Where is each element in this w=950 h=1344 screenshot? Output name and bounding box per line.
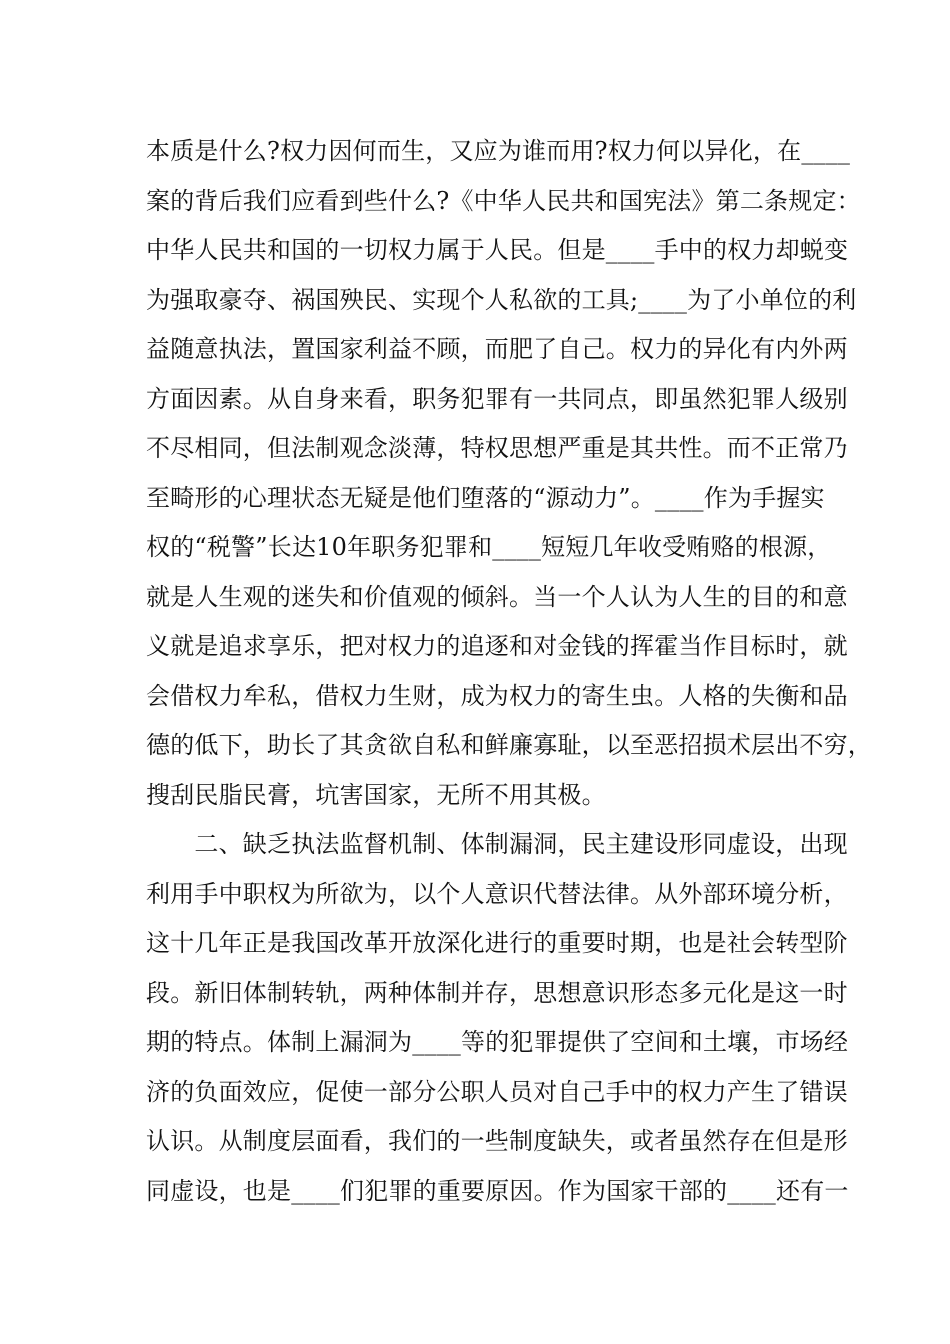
text-line: 济的负面效应，促使一部分公职人员对自己手中的权力产生了错误: [146, 1077, 848, 1106]
text-line: 案的背后我们应看到些什么?《中华人民共和国宪法》第二条规定：: [146, 186, 861, 215]
text-line: 中华人民共和国的一切权力属于人民。但是____手中的权力却蜕变: [146, 236, 849, 264]
text-line: 会借权力牟私，借权力生财，成为权力的寄生虫。人格的失衡和品: [146, 681, 848, 710]
body-text: [146, 127, 872, 1216]
text-line: 方面因素。从自身来看，职务犯罪有一共同点，即虽然犯罪人级别: [146, 384, 848, 413]
text-line: 同虚设，也是____们犯罪的重要原因。作为国家干部的____还有一: [146, 1176, 849, 1205]
text-line: 义就是追求享乐，把对权力的追逐和对金钱的挥霍当作目标时，就: [146, 632, 848, 660]
text-line: 德的低下，助长了其贪欲自私和鲜廉寡耻，以至恶招损术层出不穷，: [146, 731, 872, 759]
text-line: 利用手中职权为所欲为，以个人意识代替法律。从外部环境分析，: [146, 879, 848, 908]
text-line: 这十几年正是我国改革开放深化进行的重要时期，也是社会转型阶: [146, 929, 848, 957]
text-line: 为强取豪夺、祸国殃民、实现个人私欲的工具;____为了小单位的利: [146, 285, 857, 314]
text-line: 二、缺乏执法监督机制、体制漏洞，民主建设形同虚设，出现: [146, 830, 848, 858]
text-line: 段。新旧体制转轨，两种体制并存，思想意识形态多元化是这一时: [146, 978, 848, 1007]
text-line: 就是人生观的迷失和价值观的倾斜。当一个人认为人生的目的和意: [146, 582, 848, 611]
text-line: 搜刮民脂民膏，坑害国家，无所不用其极。: [146, 780, 606, 809]
text-line: 权的“税警”长达10年职务犯罪和____短短几年收受贿赂的根源，: [146, 533, 832, 561]
text-line: 期的特点。体制上漏洞为____等的犯罪提供了空间和土壤，市场经: [146, 1028, 849, 1056]
text-line: 至畸形的心理状态无疑是他们堕落的“源动力”。____作为手握实: [146, 483, 825, 512]
text-line: 益随意执法，置国家利益不顾，而肥了自己。权力的异化有内外两: [146, 335, 848, 363]
text-line: 认识。从制度层面看，我们的一些制度缺失，或者虽然存在但是形: [146, 1127, 848, 1155]
text-line: 不尽相同，但法制观念淡薄，特权思想严重是其共性。而不正常乃: [146, 434, 848, 462]
text-line: 本质是什么?权力因何而生，又应为谁而用?权力何以异化，在____: [146, 137, 851, 165]
